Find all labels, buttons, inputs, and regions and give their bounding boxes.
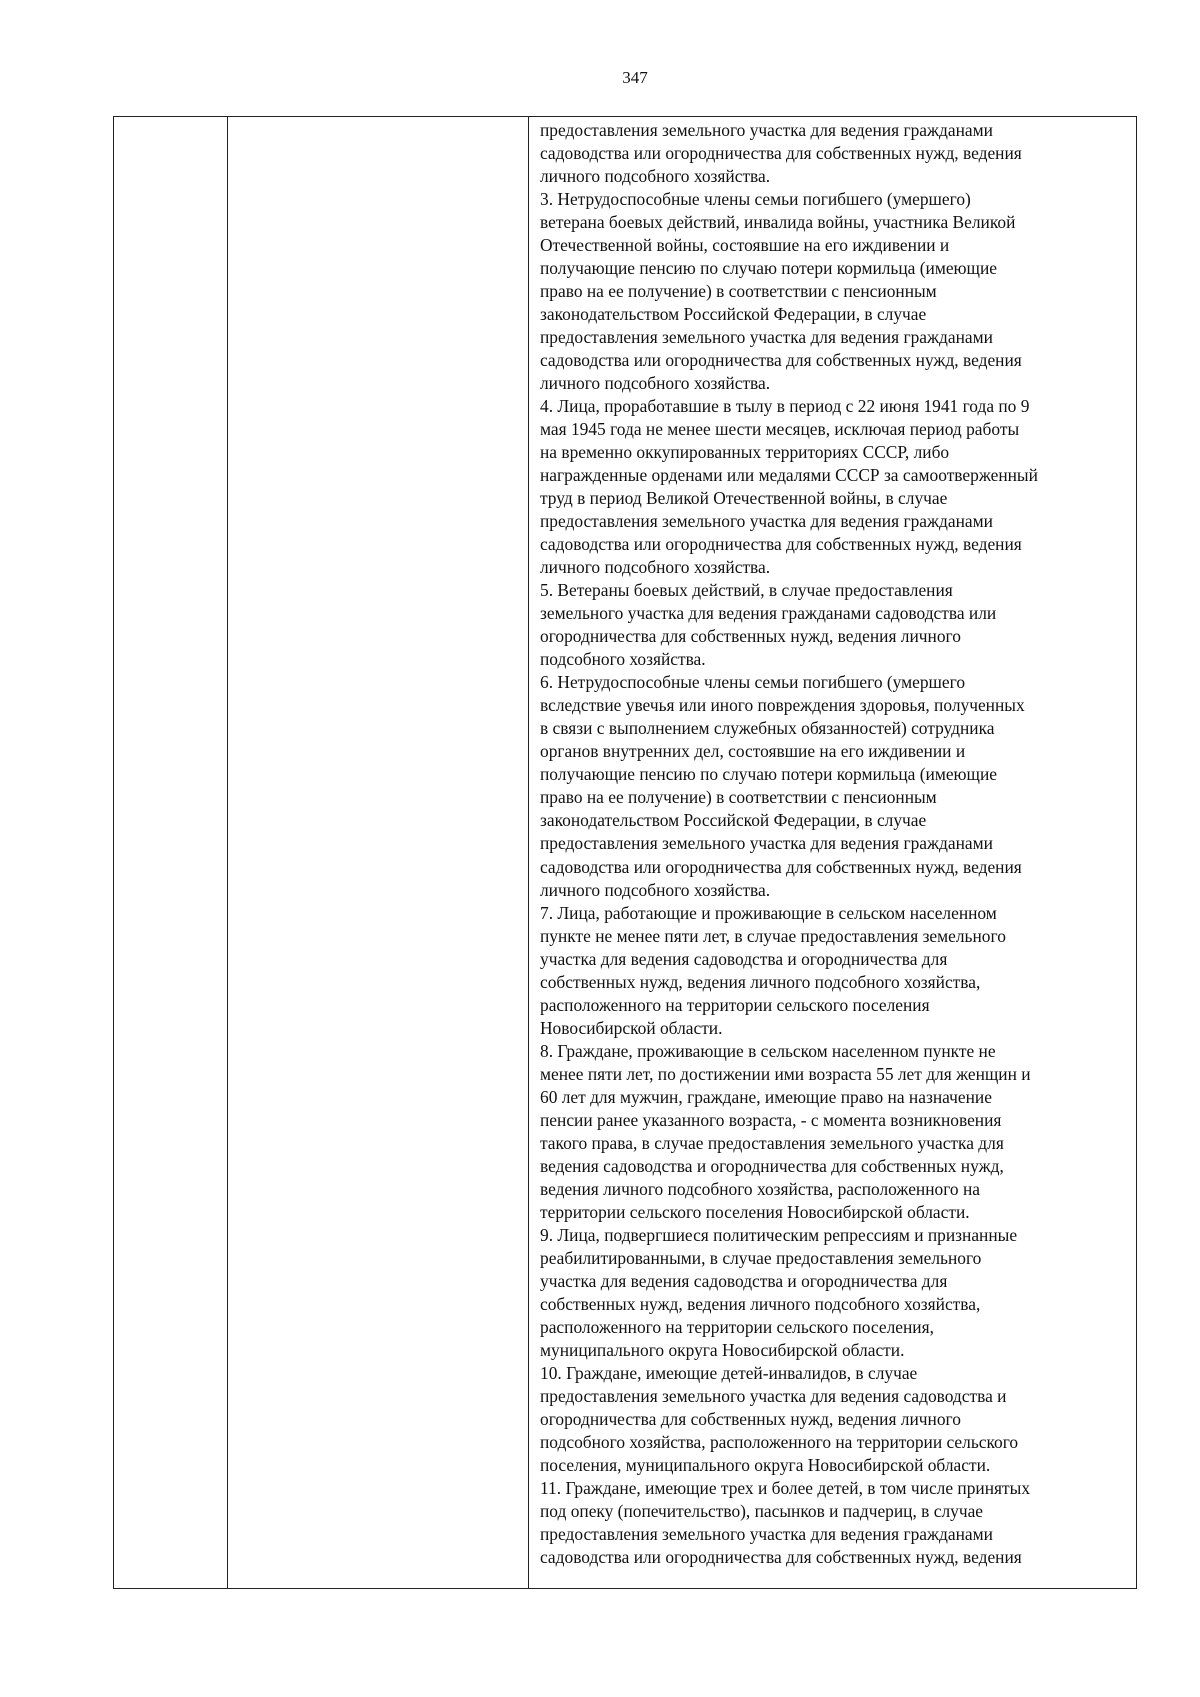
- text-line: предоставления земельного участка для ведения гражданами: [540, 511, 993, 532]
- text-line: предоставления земельного участка для ведения гражданами: [540, 120, 993, 140]
- text-line: такого права, в случае предоставления земельного участка для: [540, 1132, 1004, 1153]
- text-line: огородничества для собственных нужд, ведения личного: [540, 626, 961, 647]
- text-line: 8. Граждане, проживающие в сельском населенном пункте не: [540, 1040, 996, 1061]
- table-cell-description: [530, 117, 1136, 1588]
- text-line: личного подсобного хозяйства.: [540, 557, 771, 578]
- text-line: подсобного хозяйства.: [540, 649, 706, 670]
- text-line: пенсии ранее указанного возраста, - с момента возникновения: [540, 1109, 1002, 1130]
- text-line: получающие пенсию по случаю потери кормильца (имеющие: [540, 258, 997, 279]
- text-line: менее пяти лет, по достижении ими возраста 55 лет для женщин и: [540, 1063, 1031, 1084]
- text-line: 11. Граждане, имеющие трех и более детей, в том числе принятых: [540, 1477, 1031, 1498]
- text-line: Новосибирской области.: [540, 1017, 723, 1038]
- text-line: получающие пенсию по случаю потери кормильца (имеющие: [540, 764, 997, 785]
- text-line: садоводства или огородничества для собственных нужд, ведения: [540, 143, 1022, 164]
- text-line: муниципального округа Новосибирской области.: [540, 1339, 905, 1360]
- text-line: 6. Нетрудоспособные члены семьи погибшего (умершего: [540, 672, 966, 693]
- document-table: [113, 116, 1137, 1589]
- text-line: территории сельского поселения Новосибирской области.: [540, 1201, 970, 1222]
- text-line: предоставления земельного участка для ведения садоводства и: [540, 1385, 1007, 1406]
- text-line: 7. Лица, работающие и проживающие в сельском населенном: [540, 902, 997, 923]
- text-line: на временно оккупированных территориях СССР, либо: [540, 442, 950, 463]
- text-line: предоставления земельного участка для ведения гражданами: [540, 327, 993, 348]
- text-line: земельного участка для ведения гражданами садоводства или: [540, 603, 997, 624]
- text-line: пункте не менее пяти лет, в случае предоставления земельного: [540, 925, 1006, 946]
- text-line: реабилитированными, в случае предоставления земельного: [540, 1247, 982, 1268]
- table-cell-category: [228, 117, 529, 1588]
- text-line: огородничества для собственных нужд, ведения личного: [540, 1408, 961, 1429]
- text-line: законодательством Российской Федерации, в случае: [540, 810, 927, 831]
- text-line: собственных нужд, ведения личного подсобного хозяйства,: [540, 971, 981, 992]
- text-line: 5. Ветераны боевых действий, в случае предоставления: [540, 580, 953, 601]
- text-line: Отечественной войны, состоявшие на его иждивении и: [540, 235, 950, 256]
- text-line: садоводства или огородничества для собственных нужд, ведения: [540, 350, 1022, 371]
- text-line: в связи с выполнением служебных обязанностей) сотрудника: [540, 718, 995, 739]
- text-line: ведения садоводства и огородничества для собственных нужд,: [540, 1155, 1004, 1176]
- text-line: 10. Граждане, имеющие детей-инвалидов, в случае: [540, 1362, 918, 1383]
- text-line: расположенного на территории сельского поселения: [540, 994, 930, 1015]
- text-line: ведения личного подсобного хозяйства, расположенного на: [540, 1178, 981, 1199]
- text-line: ветерана боевых действий, инвалида войны, участника Великой: [540, 212, 1016, 233]
- table-cell-number: [114, 117, 228, 1588]
- text-line: личного подсобного хозяйства.: [540, 879, 771, 900]
- text-line: личного подсобного хозяйства.: [540, 373, 771, 394]
- text-line: мая 1945 года не менее шести месяцев, исключая период работы: [540, 419, 1020, 440]
- text-line: собственных нужд, ведения личного подсобного хозяйства,: [540, 1293, 981, 1314]
- text-line: предоставления земельного участка для ведения гражданами: [540, 1523, 993, 1544]
- text-line: участка для ведения садоводства и огородничества для: [540, 1270, 948, 1291]
- text-line: садоводства или огородничества для собственных нужд, ведения: [540, 856, 1022, 877]
- text-line: награжденные орденами или медалями СССР за самоотверженный: [540, 465, 1038, 486]
- text-line: участка для ведения садоводства и огородничества для: [540, 948, 948, 969]
- text-line: предоставления земельного участка для ведения гражданами: [540, 833, 993, 854]
- text-line: поселения, муниципального округа Новосибирской области.: [540, 1454, 991, 1475]
- text-line: 3. Нетрудоспособные члены семьи погибшего (умершего): [540, 189, 971, 210]
- text-line: садоводства или огородничества для собственных нужд, ведения: [540, 534, 1022, 555]
- text-line: органов внутренних дел, состоявшие на его иждивении и: [540, 741, 966, 762]
- text-line: 60 лет для мужчин, граждане, имеющие право на назначение: [540, 1086, 992, 1107]
- text-line: под опеку (попечительство), пасынков и падчериц, в случае: [540, 1500, 984, 1521]
- text-line: расположенного на территории сельского поселения,: [540, 1316, 934, 1337]
- text-line: право на ее получение) в соответствии с пенсионным: [540, 787, 937, 808]
- text-line: вследствие увечья или иного повреждения здоровья, полученных: [540, 695, 1025, 716]
- text-line: законодательством Российской Федерации, в случае: [540, 304, 927, 325]
- text-line: подсобного хозяйства, расположенного на территории сельского: [540, 1431, 1019, 1452]
- text-line: 9. Лица, подвергшиеся политическим репрессиям и признанные: [540, 1224, 1018, 1245]
- text-line: труд в период Великой Отечественной войны, в случае: [540, 488, 948, 509]
- page-number: 347: [622, 68, 648, 87]
- text-line: личного подсобного хозяйства.: [540, 166, 771, 187]
- text-line: 4. Лица, проработавшие в тылу в период с 22 июня 1941 года по 9: [540, 396, 1030, 417]
- text-line: садоводства или огородничества для собственных нужд, ведения: [540, 1546, 1022, 1567]
- text-line: право на ее получение) в соответствии с пенсионным: [540, 281, 937, 302]
